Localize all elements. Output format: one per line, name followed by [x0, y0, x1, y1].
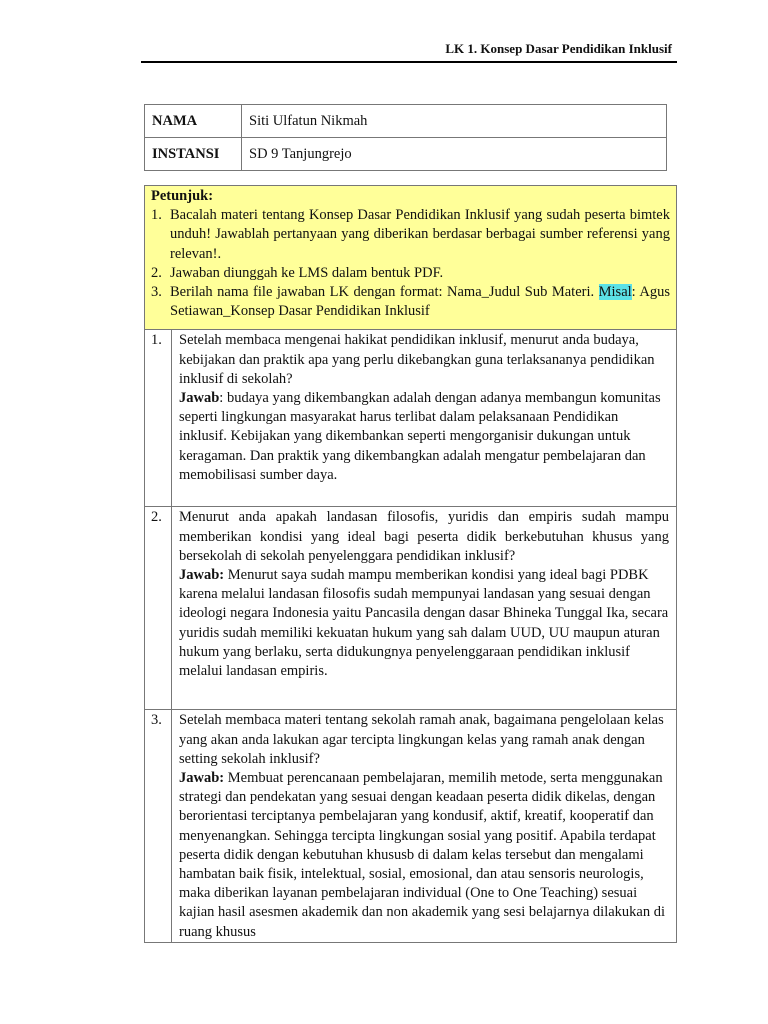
instruction-item [151, 206, 670, 264]
question-number: 2. [145, 507, 172, 710]
question-number: 3. [145, 710, 172, 942]
highlighted-word: Misal [598, 284, 632, 301]
institution-value: SD 9 Tanjungrejo [242, 138, 667, 171]
instruction-text: Bacalah materi tentang Konsep Dasar Pendidikan Inklusif yang sudah peserta bimtek unduh! Jawablah pertanyaan yang diberikan berdasar berbagai sumber referensi yang relevan!. [170, 207, 670, 262]
question-text: Menurut anda apakah landasan filosofis, yuridis dan empiris sudah mampu memberikan kondisi yang ideal bagi peserta didik berkebutuhan khusus yang bersekolah di sekolah penyelenggara pendidikan inklusif? [179, 509, 669, 564]
question-text: Setelah membaca mengenai hakikat pendidikan inklusif, menurut anda budaya, kebijakan dan praktik apa yang perlu dikebangkan guna terlaksananya pendidikan inklusif di sekolah? [179, 332, 655, 387]
identity-table [144, 104, 667, 171]
answer-label: Jawab [179, 390, 220, 407]
question-row [145, 710, 677, 942]
instruction-item [151, 283, 670, 321]
instructions-box [145, 186, 677, 330]
identity-row-institution [145, 138, 667, 171]
question-content [172, 330, 677, 507]
instructions-list [151, 206, 670, 321]
worksheet-table [144, 185, 677, 943]
instruction-number: 2. [151, 264, 162, 281]
answer-text: Membuat perencanaan pembelajaran, memilih metode, serta menggunakan strategi dan pendekatan yang sesuai dengan keadaan peserta didik dikelas, dengan berorientasi terciptanya pembelajaran yang kondusif, aktif, kreatif, kooperatif dan menyenangkan. Sehingga tercipta lingkungan sosial yang positif. Apabila terdapat peserta didik dengan kebutuhan khususb di dalam kelas tersebut dan mengalami hambatan baik fisik, intelektual, sosial, emosional, dan atau sensoris neurologis, maka diberikan layanan pembelajaran individual (One to One Teaching) sesuai kajian hasil asesmen akademik dan non akademik yang sesi belajarnya dilakukan di ruang khusus [179, 770, 665, 940]
answer-block [179, 769, 669, 942]
instructions-title: Petunjuk: [151, 188, 214, 204]
answer-text: Menurut saya sudah mampu memberikan kondisi yang ideal bagi PDBK karena melalui landasan filosofis sudah mempunyai landasan yang sesuai dengan ideologi negara Indonesia yaitu Pancasila dengan dasar Bhineka Tunggal Ika, secara yuridis sudah memiliki kekuatan hukum yang sah dalam UUD, UU maupun aturan hukum yang berlaku, serta didukungnya penyelenggaraan pendidikan inklusif melalui landasan empiris. [179, 567, 669, 680]
name-value: Siti Ulfatun Nikmah [242, 105, 667, 138]
answer-block [179, 389, 669, 485]
answer-text: : budaya yang dikembangkan adalah dengan adanya membangun komunitas seperti lingkungan masyarakat harus terlibat dalam pelaksanaan Pendidikan inklusif. Kebijakan yang dikembankan seperti mengorganisir dukungan untuk keragaman. Dan praktik yang dikembangkan adalah mengatur pembelajaran dan memobilisasi sumber daya. [179, 390, 661, 483]
instruction-text-start: Berilah nama file jawaban LK dengan format: Nama_Judul Sub Materi. [170, 284, 599, 301]
instruction-text-end: : Agus Setiawan_Konsep Dasar Pendidikan Inklusif [170, 284, 670, 320]
institution-label: INSTANSI [145, 138, 242, 171]
name-label: NAMA [145, 105, 242, 138]
question-text: Setelah membaca materi tentang sekolah ramah anak, bagaimana pengelolaan kelas yang akan anda lakukan agar tercipta lingkungan kelas yang ramah anak dengan setting sekolah inklusif? [179, 712, 664, 767]
page-header-title: LK 1. Konsep Dasar Pendidikan Inklusif [445, 41, 672, 56]
identity-row-name [145, 105, 667, 138]
question-content [172, 710, 677, 942]
instruction-text [170, 283, 670, 321]
instructions-row [145, 186, 677, 330]
instruction-number: 1. [151, 207, 162, 224]
instruction-item [151, 264, 670, 283]
answer-label: Jawab: [179, 567, 225, 584]
question-row [145, 330, 677, 507]
question-row [145, 507, 677, 710]
instruction-text: Jawaban diunggah ke LMS dalam bentuk PDF. [170, 264, 444, 281]
answer-block [179, 566, 669, 681]
header-divider [141, 61, 677, 63]
instruction-number: 3. [151, 284, 162, 301]
answer-label: Jawab: [179, 770, 225, 787]
question-number: 1. [145, 330, 172, 507]
question-content [172, 507, 677, 710]
